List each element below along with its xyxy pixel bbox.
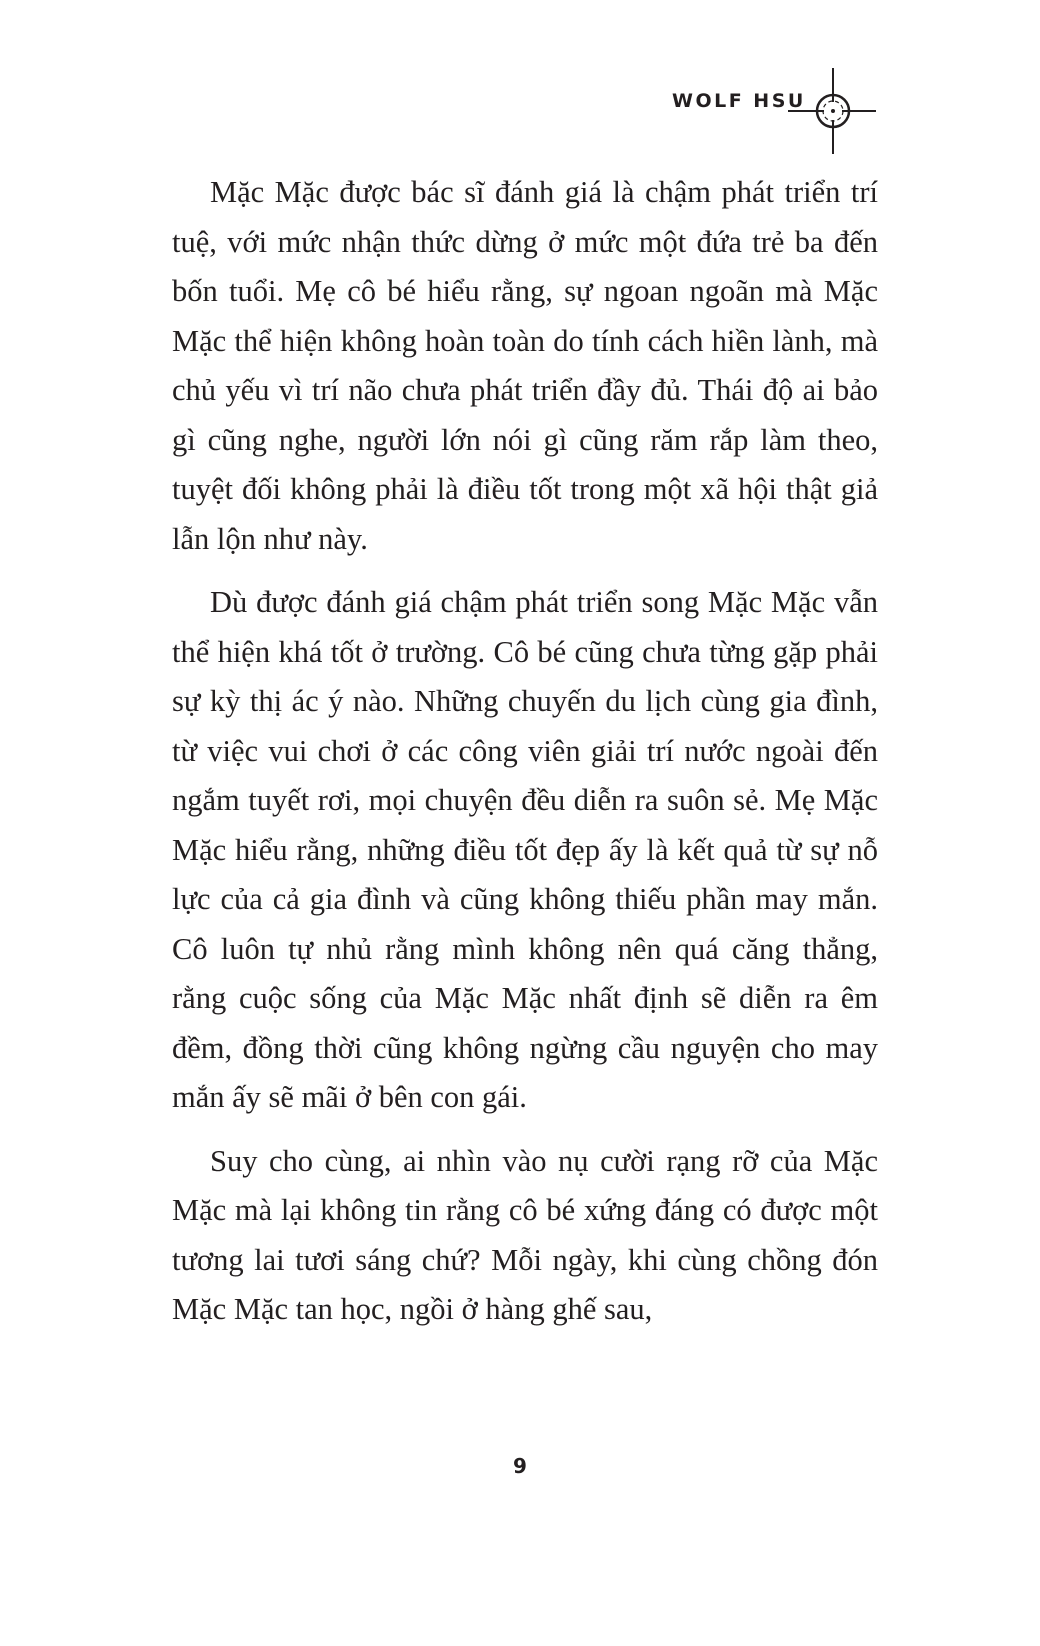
- page-body: [172, 168, 878, 1349]
- running-header: [600, 66, 880, 156]
- crosshair-icon: [788, 66, 878, 156]
- paragraph: Mặc Mặc được bác sĩ đánh giá là chậm phát triển trí tuệ, với mức nhận thức dừng ở mức một đứa trẻ ba đến bốn tuổi. Mẹ cô bé hiểu rằng, sự ngoan ngoãn mà Mặc Mặc thể hiện không hoàn toàn do tính cách hiền lành, mà chủ yếu vì trí não chưa phát triển đầy đủ. Thái độ ai bảo gì cũng nghe, người lớn nói gì cũng răm rắp làm theo, tuyệt đối không phải là điều tốt trong một xã hội thật giả lẫn lộn như này.: [172, 175, 878, 556]
- page-number: 9: [513, 1454, 527, 1478]
- author-name: WOLF HSU: [672, 90, 806, 112]
- paragraph: Dù được đánh giá chậm phát triển song Mặc Mặc vẫn thể hiện khá tốt ở trường. Cô bé cũng chưa từng gặp phải sự kỳ thị ác ý nào. Những chuyến du lịch cùng gia đình, từ việc vui chơi ở các công viên giải trí nước ngoài đến ngắm tuyết rơi, mọi chuyện đều diễn ra suôn sẻ. Mẹ Mặc Mặc hiểu rằng, những điều tốt đẹp ấy là kết quả từ sự nỗ lực của cả gia đình và cũng không thiếu phần may mắn. Cô luôn tự nhủ rằng mình không nên quá căng thẳng, rằng cuộc sống của Mặc Mặc nhất định sẽ diễn ra êm đềm, đồng thời cũng không ngừng cầu nguyện cho may mắn ấy sẽ mãi ở bên con gái.: [172, 585, 878, 1114]
- paragraph: Suy cho cùng, ai nhìn vào nụ cười rạng rỡ của Mặc Mặc mà lại không tin rằng cô bé xứng đáng có được một tương lai tươi sáng chứ? Mỗi ngày, khi cùng chồng đón Mặc Mặc tan học, ngồi ở hàng ghế sau,: [172, 1143, 878, 1326]
